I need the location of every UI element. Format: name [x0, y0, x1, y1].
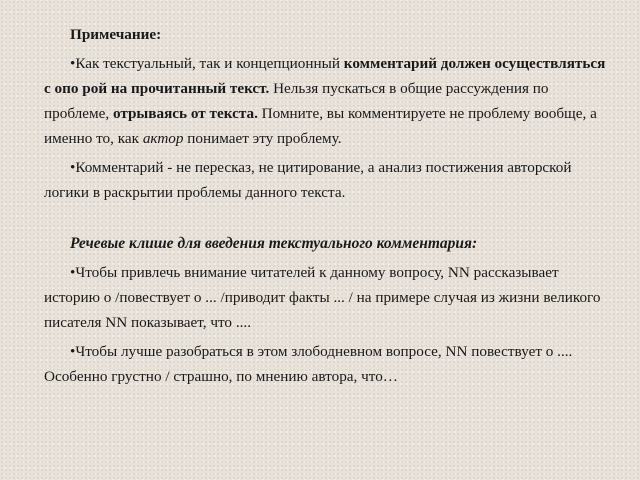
cliche-item-1-text: Чтобы привлечь внимание читателей к данному вопросу, NN рассказывает историю о /повествует о ... /приводит факты ... / на примере случая из жизни великого писателя NN показывает, что ....	[44, 264, 601, 331]
note-item-1-bold-1: комментарий должен осуществляться с опо рой на прочитанный текст.	[44, 55, 606, 97]
note-heading: Примечание:	[70, 26, 162, 43]
bullet: •	[70, 159, 76, 176]
cliche-item-1	[44, 260, 612, 335]
note-item-1-text-3: Помните, вы комментируете не проблему вообще, а именно то, как	[44, 105, 597, 147]
note-item-2-text: Комментарий - не пересказ, не цитирование, а анализ постижения авторской логики в раскрытии проблемы данного текста.	[44, 159, 572, 201]
cliches-heading: Речевые клише для введения текстуального комментария:	[70, 235, 478, 252]
note-item-1	[44, 51, 612, 151]
cliche-item-2-text: Чтобы лучше разобраться в этом злободневном вопросе, NN повествует о .... Особенно грустно / страшно, по мнению автора, что…	[44, 343, 573, 385]
note-item-1-italic: актор	[142, 130, 184, 147]
bullet: •	[70, 343, 76, 360]
note-item-1-text-4: понимает эту проблему.	[183, 130, 342, 147]
note-item-1-text-1: Как текстуальный, так и концепционный	[75, 55, 344, 72]
bullet: •	[70, 55, 76, 72]
slide-content	[44, 22, 612, 389]
note-item-1-text-2: Нельзя пускаться в общие рассуждения по проблеме,	[44, 80, 549, 122]
cliche-item-2	[44, 339, 612, 389]
bullet: •	[70, 264, 76, 281]
note-item-1-bold-2: отрываясь от текста.	[112, 105, 258, 122]
note-item-2	[44, 155, 612, 205]
